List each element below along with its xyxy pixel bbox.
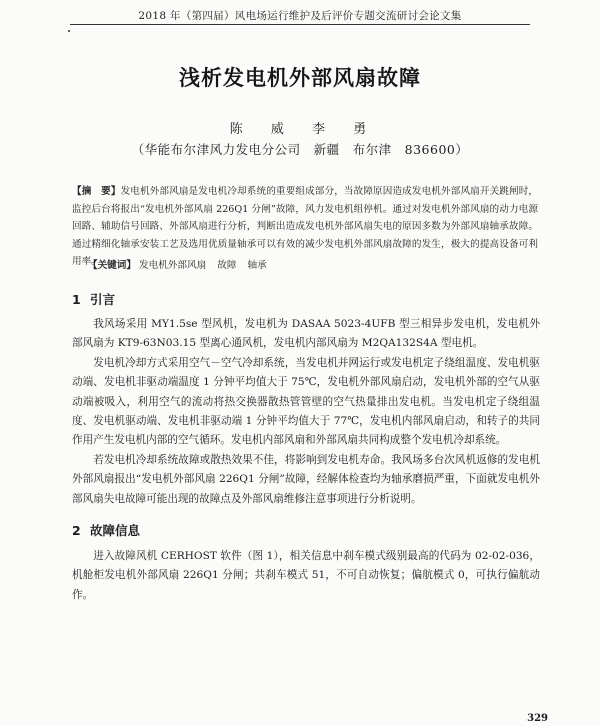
keyword: 轴承 <box>247 260 267 271</box>
section-body-fault-info <box>72 547 540 605</box>
section-title: 故障信息 <box>90 523 141 538</box>
paragraph: 若发电机冷却系统故障或散热效果不佳，将影响到发电机寿命。我风场多台次风机返修的发电机外部风扇报出“发电机外部风扇 226Q1 分闸”故障，经解体检查均为轴承磨损严重，下面就发电机外部风扇失电故障可能出现的故障点及外部风扇维修注意事项进行分析说明。 <box>72 453 540 505</box>
paragraph: 发电机冷却方式采用空气－空气冷却系统，当发电机并网运行或发电机定子绕组温度、发电机驱动端、发电机非驱动端温度 1 分钟平均值大于 75℃，发电机外部风扇启动，发电机外部的空气从驱动端被吸入，利用空气的流动将热交换器散热管管壁的空气热量排出发电机。当发电机定子绕组温度、发电机驱动端、发电机非驱动端 1 分钟平均值大于 77℃，发电机内部风扇启动，和转子的共同作用产生发电机内部的空气循环。发电机内部风扇和外部风扇共同构成整个发电机冷却系统。 <box>72 356 540 447</box>
section-heading-fault-info <box>72 521 140 539</box>
section-number: 2 <box>72 523 81 538</box>
header-rule <box>70 24 530 25</box>
running-head: 2018 年（第四届）风电场运行维护及后评价专题交流研讨会论文集 <box>138 10 462 22</box>
abstract-label: 【摘 要】 <box>72 186 121 197</box>
keyword: 故障 <box>217 260 237 271</box>
keyword: 发电机外部风扇 <box>139 260 207 271</box>
keywords <box>88 257 538 271</box>
affiliation: （华能布尔津风力发电分公司 新疆 布尔津 836600） <box>131 142 469 157</box>
section-title: 引言 <box>90 292 116 307</box>
section-heading-intro <box>72 290 115 308</box>
section-number: 1 <box>72 292 81 307</box>
paragraph: 进入故障风机 CERHOST 软件（图 1），相关信息中刹车模式级别最高的代码为 02-02-036，机舱柜发电机外部风扇 226Q1 分闸；共刹车模式 51，不可自动恢复；偏航模式 0，可执行偏航动作。 <box>72 550 540 601</box>
keywords-label: 【关键词】 <box>88 260 136 271</box>
page-number: 329 <box>527 713 548 724</box>
scan-speck <box>68 30 70 32</box>
abstract-text: 发电机外部风扇是发电机冷却系统的重要组成部分，当故障原因造成发电机外部风扇开关跳闸时，监控后台将报出“发电机外部风扇 226Q1 分闸”故障，风力发电机组停机。通过对发电机外部风扇的动力电源回路、辅助信号回路、外部风扇进行分析，判断出造成发电机外部风扇失电的原因多数为外部风扇轴承故障。通过精细化轴承安装工艺及选用优质量轴承可以有效的减少发电机外部风扇故障的发生，极大的提高设备可利用率。 <box>72 186 539 267</box>
section-body-intro <box>72 315 540 509</box>
paper-title: 浅析发电机外部风扇故障 <box>179 66 421 90</box>
authors: 陈 威 李 勇 <box>229 122 371 137</box>
paragraph: 我风场采用 MY1.5se 型风机，发电机为 DASAA 5023-4UFB 型三相异步发电机，发电机外部风扇为 KT9-63N03.15 型离心通风机，发电机内部风扇为 M2QA132S4A 型电机。 <box>72 318 540 350</box>
